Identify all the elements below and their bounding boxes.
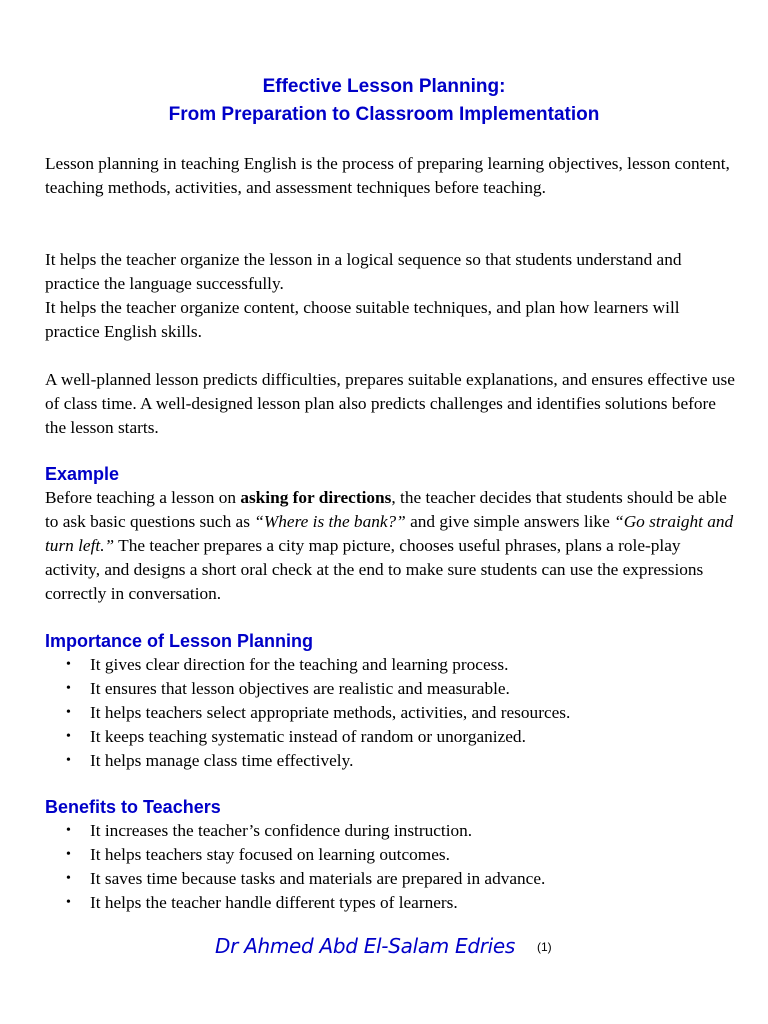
intro-paragraph-2a: It helps the teacher organize the lesson in a logical sequence so that students understand and practice the language successfully.	[45, 250, 682, 293]
importance-heading: Importance of Lesson Planning	[45, 631, 314, 651]
benefits-heading: Benefits to Teachers	[45, 797, 221, 817]
list-item	[45, 701, 735, 725]
list-item-text: It helps the teacher handle different types of learners.	[90, 893, 458, 912]
list-item	[45, 891, 735, 915]
example-text-2: , the teacher decides that students should be able to ask basic questions such as	[45, 488, 727, 531]
list-item-text: It saves time because tasks and materials are prepared in advance.	[90, 869, 546, 888]
list-item	[45, 843, 735, 867]
example-bold-topic: asking for directions	[240, 488, 392, 507]
example-quote-2: “Go straight and turn left.”	[45, 512, 734, 555]
list-item	[45, 677, 735, 701]
benefits-list	[45, 819, 735, 915]
list-item	[45, 653, 735, 677]
bullet-icon: •	[66, 729, 71, 744]
bullet-icon: •	[66, 895, 71, 910]
list-item-text: It helps teachers stay focused on learning outcomes.	[90, 845, 450, 864]
example-text-4: The teacher prepares a city map picture, chooses useful phrases, plans a role-play activity, and designs a short oral check at the end to make sure students can use the expressions correctly in conversation.	[45, 536, 704, 603]
page-number: (1)	[537, 940, 552, 954]
list-item-text: It ensures that lesson objectives are realistic and measurable.	[90, 679, 510, 698]
example-heading: Example	[45, 464, 120, 484]
list-item-text: It keeps teaching systematic instead of random or unorganized.	[90, 727, 526, 746]
title-line-2: From Preparation to Classroom Implementation	[168, 104, 600, 125]
bullet-icon: •	[66, 705, 71, 720]
intro-paragraph-3: A well-planned lesson predicts difficulties, prepares suitable explanations, and ensures effective use of class time. A well-designed lesson plan also predicts challenges and identifies solutions before the lesson starts.	[45, 370, 735, 437]
list-item-text: It increases the teacher’s confidence during instruction.	[90, 821, 473, 840]
importance-list	[45, 653, 735, 773]
example-text-3: and give simple answers like	[405, 512, 615, 531]
bullet-icon: •	[66, 753, 71, 768]
example-quote-1: “Where is the bank?”	[254, 512, 406, 531]
bullet-icon: •	[66, 871, 71, 886]
list-item	[45, 819, 735, 843]
example-text-1: Before teaching a lesson on	[45, 488, 241, 507]
intro-paragraph-2b: It helps the teacher organize content, choose suitable techniques, and plan how learners will practice English skills.	[45, 298, 680, 341]
footer-author: Dr Ahmed Abd El-Salam Edries	[215, 934, 516, 958]
example-paragraph	[45, 486, 735, 606]
bullet-icon: •	[66, 657, 71, 672]
list-item	[45, 749, 735, 773]
bullet-icon: •	[66, 847, 71, 862]
list-item	[45, 867, 735, 891]
bullet-icon: •	[66, 823, 71, 838]
list-item-text: It helps manage class time effectively.	[90, 751, 354, 770]
list-item	[45, 725, 735, 749]
list-item-text: It gives clear direction for the teaching and learning process.	[90, 655, 509, 674]
title-line-1: Effective Lesson Planning:	[262, 76, 506, 97]
bullet-icon: •	[66, 681, 71, 696]
list-item-text: It helps teachers select appropriate methods, activities, and resources.	[90, 703, 571, 722]
intro-paragraph-1: Lesson planning in teaching English is the process of preparing learning objectives, lesson content, teaching methods, activities, and assessment techniques before teaching.	[45, 154, 730, 197]
